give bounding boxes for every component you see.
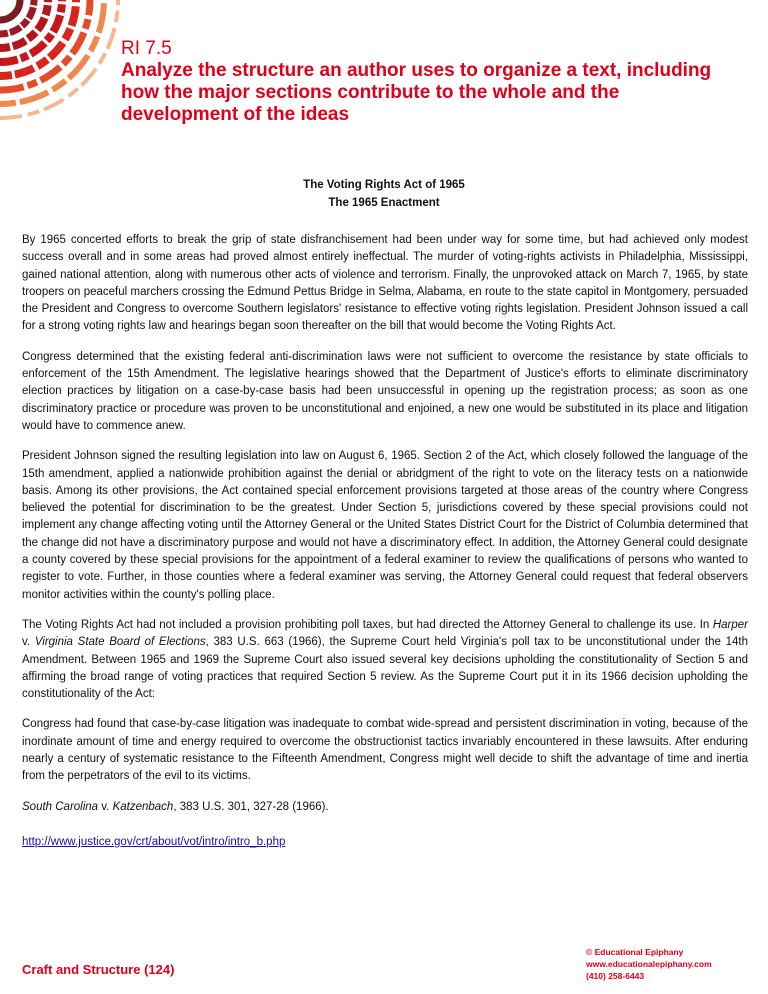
standard-code: RI 7.5 [121,38,172,59]
article-subtitle: The 1965 Enactment [328,197,440,209]
citation-rest: , 383 U.S. 301, 327-28 (1966). [173,800,329,813]
citation [22,799,748,816]
footer-copyright: © Educational Epiphany [586,947,684,957]
standard-header [121,38,741,126]
paragraph-3: President Johnson signed the resulting legislation into law on August 6, 1965. Section 2 of the Act, which closely followed the language of the 15th amendment, applied a nationwide prohibition against the denial or abridgment of the right to vote on the literacy tests on a nationwide basis. Among its other provisions, the Act contained special enforcement provisions targeted at those areas of the country where Congress believed the potential for discrimination to be the greatest. Under Section 5, jurisdictions covered by these special provisions could not implement any change affecting voting until the Attorney General or the United States District Court for the District of Columbia determined that the change did not have a discriminatory purpose and would not have a discriminatory effect. In addition, the Attorney General could designate a county covered by these special provisions for the appointment of a federal examiner to review the qualifications of persons who wanted to register to vote. Further, in those counties where a federal examiner was serving, the Attorney General could request that federal observers monitor activities within the county's polling place. [22,450,748,601]
case-name-virginia-board: Virginia State Board of Elections [34,636,206,649]
paragraph-4-rest: , 383 U.S. 663 (1966), the Supreme Court held Virginia's poll tax to be unconstitutional under the 14th Amendment. Between 1965 and 1969 the Supreme Court also issued several key decisions upholding the constitutionality of Section 5 and affirming the broad range of voting practices that required Section 5 review. As the Supreme Court put it in its 1966 decision upholding the constitutionality of the Act: [22,636,748,701]
footer-section-label: Craft and Structure (124) [22,962,175,977]
versus-text: v. [22,636,35,649]
source-paragraph [22,834,748,851]
paragraph-1: By 1965 concerted efforts to break the grip of state disfranchisement had been under way for some time, but had achieved only modest success overall and in some areas had proved almost entirely ineffectual. The murder of voting-rights activists in Philadelphia, Mississippi, gained national attention, along with numerous other acts of violence and terrorism. Finally, the unprovoked attack on March 7, 1965, by state troopers on peaceful marchers crossing the Edmund Pettus Bridge in Selma, Alabama, en route to the state capitol in Montgomery, persuaded the President and Congress to overcome Southern legislators' resistance to effective voting rights legislation. President Johnson issued a call for a strong voting rights law and hearings began soon thereafter on the bill that would become the Voting Rights Act. [22,234,748,333]
article-titles [0,176,768,212]
paragraph-4 [22,617,748,703]
article-title: The Voting Rights Act of 1965 [303,179,465,191]
footer-phone: (410) 258-6443 [586,971,645,981]
versus-text: v. [98,800,113,813]
article-body [22,232,748,869]
footer-website: www.educationalepiphany.com [586,959,712,969]
supreme-court-quote: Congress had found that case-by-case litigation was inadequate to combat wide-spread and persistent discrimination in voting, because of the inordinate amount of time and energy required to overcome the obstructionist tactics invariably encountered in these lawsuits. After enduring nearly a century of systematic resistance to the Fifteenth Amendment, Congress might well decide to shift the advantage of time and inertia from the perpetrators of the evil to its victims. [22,718,748,783]
corner-sunburst-graphic [0,0,125,125]
paragraph-2: Congress determined that the existing federal anti-discrimination laws were not sufficient to overcome the resistance by state officials to enforcement of the 15th Amendment. The legislative hearings showed that the Department of Justice's efforts to eliminate discriminatory election practices by litigation on a case-by-case basis had been unsuccessful in opening up the registration process; as soon as one discriminatory practice or procedure was proven to be unconstitutional and enjoined, a new one would be substituted in its place and litigation would have to commence anew. [22,350,748,432]
standard-description: Analyze the structure an author uses to organize a text, including how the major sections contribute to the whole and the development of the ideas [121,60,712,125]
source-link[interactable]: http://www.justice.gov/crt/about/vot/intro/intro_b.php [22,835,286,848]
paragraph-4-intro: The Voting Rights Act had not included a provision prohibiting poll taxes, but had directed the Attorney General to challenge its use. In [22,618,713,631]
case-name-harper: Harper [712,618,748,631]
footer-contact [586,946,712,982]
case-name-south-carolina: South Carolina [22,800,99,813]
case-name-katzenbach: Katzenbach [112,800,174,813]
